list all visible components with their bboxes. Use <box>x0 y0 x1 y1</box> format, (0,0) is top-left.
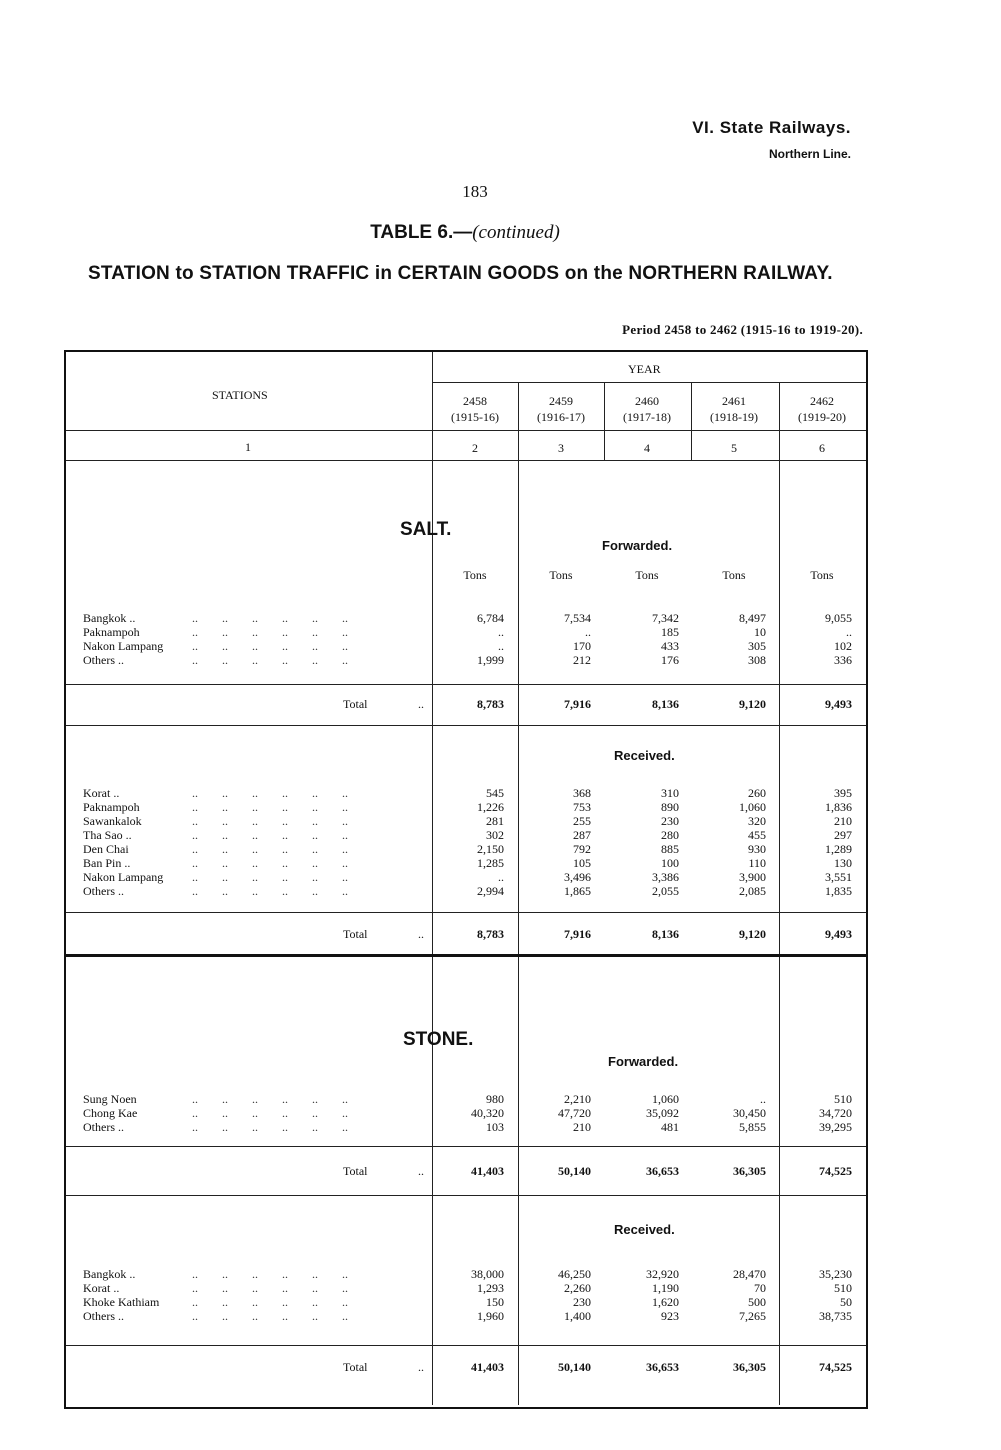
stone-received-value: 1,620 <box>652 1295 679 1309</box>
stone-received-total-value: 36,653 <box>646 1360 679 1374</box>
salt-received-station-label: Paknampoh <box>83 800 140 814</box>
salt-forwarded-value: 10 <box>754 625 766 639</box>
salt-forwarded-total-value: 9,120 <box>739 697 766 711</box>
leader-dots: .. .. .. .. .. .. <box>192 611 348 625</box>
salt-forwarded-value: .. <box>585 625 591 639</box>
salt-received-value: 1,060 <box>739 800 766 814</box>
leader-dots: .. .. .. .. .. .. <box>192 653 348 667</box>
salt-forwarded-total-value: 8,783 <box>477 697 504 711</box>
leader-dots: .. <box>418 1164 424 1178</box>
stone-forwarded-total-value: 36,305 <box>733 1164 766 1178</box>
salt-received-value: 230 <box>661 814 679 828</box>
leader-dots: .. .. .. .. .. .. <box>192 1092 348 1106</box>
salt-received-station-label: Den Chai <box>83 842 129 856</box>
stone-received-value: 7,265 <box>739 1309 766 1323</box>
col-number-2: 2 <box>472 441 478 455</box>
stone-received-value: 50 <box>840 1295 852 1309</box>
leader-dots: .. .. .. .. .. .. <box>192 1295 348 1309</box>
stone-received-value: 35,230 <box>819 1267 852 1281</box>
salt-received-station-label: Ban Pin .. <box>83 856 131 870</box>
salt-received-value: 1,836 <box>825 800 852 814</box>
stone-forwarded-value: 980 <box>486 1092 504 1106</box>
stone-forwarded-value: 510 <box>834 1092 852 1106</box>
salt-received-value: 1,835 <box>825 884 852 898</box>
salt-received-value: 255 <box>573 814 591 828</box>
salt-received-value: 287 <box>573 828 591 842</box>
salt-forwarded-station-label: Nakon Lampang <box>83 639 164 653</box>
salt-forwarded-value: 308 <box>748 653 766 667</box>
stone-forwarded-value: 34,720 <box>819 1106 852 1120</box>
col-number-3: 3 <box>558 441 564 455</box>
leader-dots: .. .. .. .. .. .. <box>192 1106 348 1120</box>
stone-received-value: 1,960 <box>477 1309 504 1323</box>
stone-received-value: 1,400 <box>564 1309 591 1323</box>
salt-received-total-label: Total <box>343 927 368 941</box>
stone-received-value: 32,920 <box>646 1267 679 1281</box>
salt-received-value: 130 <box>834 856 852 870</box>
stone-received-value: 2,260 <box>564 1281 591 1295</box>
unit-label: Tons <box>549 568 573 582</box>
stone-forwarded-value: .. <box>760 1092 766 1106</box>
salt-forwarded-total-value: 9,493 <box>825 697 852 711</box>
stone-received-total-value: 50,140 <box>558 1360 591 1374</box>
stations-header: STATIONS <box>212 388 268 402</box>
salt-forwarded-value: 433 <box>661 639 679 653</box>
leader-dots: .. <box>418 1360 424 1374</box>
salt-received-value: 885 <box>661 842 679 856</box>
salt-received-station-label: Korat .. <box>83 786 120 800</box>
salt-received-value: 1,865 <box>564 884 591 898</box>
stone-received-value: 38,000 <box>471 1267 504 1281</box>
salt-received-value: 3,386 <box>652 870 679 884</box>
year-col-1: 2458 (1915-16) <box>451 394 499 424</box>
salt-received-value: 395 <box>834 786 852 800</box>
salt-received-total-value: 9,493 <box>825 927 852 941</box>
salt-forwarded-total-label: Total <box>343 697 368 711</box>
salt-forwarded-value: 336 <box>834 653 852 667</box>
salt-received-value: 3,900 <box>739 870 766 884</box>
salt-forwarded-value: .. <box>498 639 504 653</box>
page-number: 183 <box>462 182 488 201</box>
stone-received-value: 70 <box>754 1281 766 1295</box>
salt-received-station-label: Nakon Lampang <box>83 870 164 884</box>
stone-forwarded-label: Forwarded. <box>608 1054 679 1069</box>
table-continued: (continued) <box>472 222 560 243</box>
salt-received-value: 2,150 <box>477 842 504 856</box>
leader-dots: .. .. .. .. .. .. <box>192 786 348 800</box>
col-number-4: 4 <box>644 441 650 455</box>
line-name: Northern Line. <box>768 147 851 161</box>
stone-forwarded-value: 5,855 <box>739 1120 766 1134</box>
salt-received-value: 302 <box>486 828 504 842</box>
salt-received-value: 297 <box>834 828 852 842</box>
salt-received-total-value: 8,136 <box>652 927 679 941</box>
col-number-6: 6 <box>819 441 825 455</box>
stone-received-station-label: Korat .. <box>83 1281 120 1295</box>
stone-received-total-value: 41,403 <box>471 1360 504 1374</box>
salt-forwarded-value: 176 <box>661 653 679 667</box>
leader-dots: .. .. .. .. .. .. <box>192 800 348 814</box>
salt-forwarded-value: 212 <box>573 653 591 667</box>
salt-forwarded-value: 305 <box>748 639 766 653</box>
salt-received-total-value: 7,916 <box>564 927 591 941</box>
salt-received-value: 890 <box>661 800 679 814</box>
salt-forwarded-value: 7,534 <box>564 611 591 625</box>
leader-dots: .. <box>418 927 424 941</box>
salt-forwarded-value: .. <box>498 625 504 639</box>
year-header: YEAR <box>628 362 661 376</box>
salt-received-value: 105 <box>573 856 591 870</box>
stone-forwarded-value: 1,060 <box>652 1092 679 1106</box>
salt-received-value: 110 <box>748 856 766 870</box>
salt-received-value: 280 <box>661 828 679 842</box>
salt-received-value: 100 <box>661 856 679 870</box>
salt-received-station-label: Sawankalok <box>83 814 142 828</box>
salt-forwarded-value: 102 <box>834 639 852 653</box>
year-col-4: 2461 (1918-19) <box>710 394 758 424</box>
salt-received-value: 545 <box>486 786 504 800</box>
salt-forwarded-station-label: Paknampoh <box>83 625 140 639</box>
leader-dots: .. .. .. .. .. .. <box>192 828 348 842</box>
salt-received-value: 281 <box>486 814 504 828</box>
stone-received-total-label: Total <box>343 1360 368 1374</box>
stone-received-total-value: 74,525 <box>819 1360 852 1374</box>
stone-forwarded-value: 39,295 <box>819 1120 852 1134</box>
stone-received-value: 150 <box>486 1295 504 1309</box>
stone-forwarded-station-label: Sung Noen <box>83 1092 137 1106</box>
salt-forwarded-value: 185 <box>661 625 679 639</box>
unit-label: Tons <box>463 568 487 582</box>
salt-received-station-label: Tha Sao .. <box>83 828 132 842</box>
salt-forwarded-label: Forwarded. <box>602 538 673 553</box>
stone-forwarded-value: 35,092 <box>646 1106 679 1120</box>
stone-received-label: Received. <box>614 1222 675 1237</box>
salt-received-value: 2,055 <box>652 884 679 898</box>
salt-received-value: 2,085 <box>739 884 766 898</box>
leader-dots: .. .. .. .. .. .. <box>192 639 348 653</box>
stone-received-value: 500 <box>748 1295 766 1309</box>
year-col-2: 2459 (1916-17) <box>537 394 585 424</box>
year-col-3: 2460 (1917-18) <box>623 394 671 424</box>
salt-received-value: 930 <box>748 842 766 856</box>
stone-forwarded-station-label: Others .. <box>83 1120 124 1134</box>
salt-forwarded-value: 9,055 <box>825 611 852 625</box>
salt-received-station-label: Others .. <box>83 884 124 898</box>
main-title: STATION to STATION TRAFFIC in CERTAIN GOODS on the NORTHERN RAILWAY. <box>88 263 833 284</box>
salt-received-value: .. <box>498 870 504 884</box>
salt-received-value: 792 <box>573 842 591 856</box>
leader-dots: .. .. .. .. .. .. <box>192 1281 348 1295</box>
salt-forwarded-station-label: Bangkok .. <box>83 611 136 625</box>
salt-received-value: 3,496 <box>564 870 591 884</box>
stone-received-value: 230 <box>573 1295 591 1309</box>
salt-received-value: 310 <box>661 786 679 800</box>
stone-forwarded-total-value: 50,140 <box>558 1164 591 1178</box>
stone-forwarded-value: 481 <box>661 1120 679 1134</box>
salt-forwarded-value: 6,784 <box>477 611 504 625</box>
salt-forwarded-total-value: 7,916 <box>564 697 591 711</box>
stone-received-value: 28,470 <box>733 1267 766 1281</box>
leader-dots: .. .. .. .. .. .. <box>192 856 348 870</box>
stone-forwarded-total-value: 74,525 <box>819 1164 852 1178</box>
unit-label: Tons <box>635 568 659 582</box>
stone-received-total-value: 36,305 <box>733 1360 766 1374</box>
salt-received-value: 210 <box>834 814 852 828</box>
salt-received-value: 320 <box>748 814 766 828</box>
leader-dots: .. <box>418 697 424 711</box>
salt-forwarded-station-label: Others .. <box>83 653 124 667</box>
stone-forwarded-value: 47,720 <box>558 1106 591 1120</box>
col-number-5: 5 <box>731 441 737 455</box>
stone-received-value: 38,735 <box>819 1309 852 1323</box>
unit-label: Tons <box>810 568 834 582</box>
stone-received-value: 46,250 <box>558 1267 591 1281</box>
salt-forwarded-value: .. <box>846 625 852 639</box>
stone-received-station-label: Others .. <box>83 1309 124 1323</box>
stone-forwarded-total-value: 41,403 <box>471 1164 504 1178</box>
salt-received-value: 753 <box>573 800 591 814</box>
salt-received-label: Received. <box>614 748 675 763</box>
table-title <box>0 222 930 244</box>
stone-received-value: 1,190 <box>652 1281 679 1295</box>
leader-dots: .. .. .. .. .. .. <box>192 1267 348 1281</box>
stone-forwarded-value: 30,450 <box>733 1106 766 1120</box>
salt-title: SALT. <box>400 519 452 540</box>
stone-received-station-label: Bangkok .. <box>83 1267 136 1281</box>
leader-dots: .. .. .. .. .. .. <box>192 1309 348 1323</box>
leader-dots: .. .. .. .. .. .. <box>192 1120 348 1134</box>
leader-dots: .. .. .. .. .. .. <box>192 625 348 639</box>
salt-received-value: 1,226 <box>477 800 504 814</box>
leader-dots: .. .. .. .. .. .. <box>192 842 348 856</box>
salt-forwarded-value: 7,342 <box>652 611 679 625</box>
stone-received-value: 923 <box>661 1309 679 1323</box>
stone-received-value: 510 <box>834 1281 852 1295</box>
leader-dots: .. .. .. .. .. .. <box>192 814 348 828</box>
stone-forwarded-value: 2,210 <box>564 1092 591 1106</box>
leader-dots: .. .. .. .. .. .. <box>192 870 348 884</box>
salt-forwarded-value: 1,999 <box>477 653 504 667</box>
salt-received-value: 1,285 <box>477 856 504 870</box>
salt-received-value: 2,994 <box>477 884 504 898</box>
salt-received-value: 260 <box>748 786 766 800</box>
period: Period 2458 to 2462 (1915-16 to 1919-20). <box>622 322 863 337</box>
stone-received-station-label: Khoke Kathiam <box>83 1295 160 1309</box>
salt-forwarded-value: 170 <box>573 639 591 653</box>
salt-received-value: 1,289 <box>825 842 852 856</box>
salt-received-value: 368 <box>573 786 591 800</box>
stone-forwarded-value: 40,320 <box>471 1106 504 1120</box>
unit-label: Tons <box>722 568 746 582</box>
salt-forwarded-value: 8,497 <box>739 611 766 625</box>
year-col-5: 2462 (1919-20) <box>798 394 846 424</box>
stone-forwarded-value: 210 <box>573 1120 591 1134</box>
stone-title: STONE. <box>403 1029 474 1050</box>
stone-forwarded-value: 103 <box>486 1120 504 1134</box>
salt-forwarded-total-value: 8,136 <box>652 697 679 711</box>
leader-dots: .. .. .. .. .. .. <box>192 884 348 898</box>
stone-received-value: 1,293 <box>477 1281 504 1295</box>
stone-forwarded-total-value: 36,653 <box>646 1164 679 1178</box>
salt-received-value: 455 <box>748 828 766 842</box>
salt-received-value: 3,551 <box>825 870 852 884</box>
col-number-1: 1 <box>245 440 251 454</box>
salt-received-total-value: 8,783 <box>477 927 504 941</box>
stone-forwarded-station-label: Chong Kae <box>83 1106 138 1120</box>
table-label: TABLE 6.— <box>370 222 473 243</box>
stone-forwarded-total-label: Total <box>343 1164 368 1178</box>
section-title: VI. State Railways. <box>692 118 851 137</box>
salt-received-total-value: 9,120 <box>739 927 766 941</box>
